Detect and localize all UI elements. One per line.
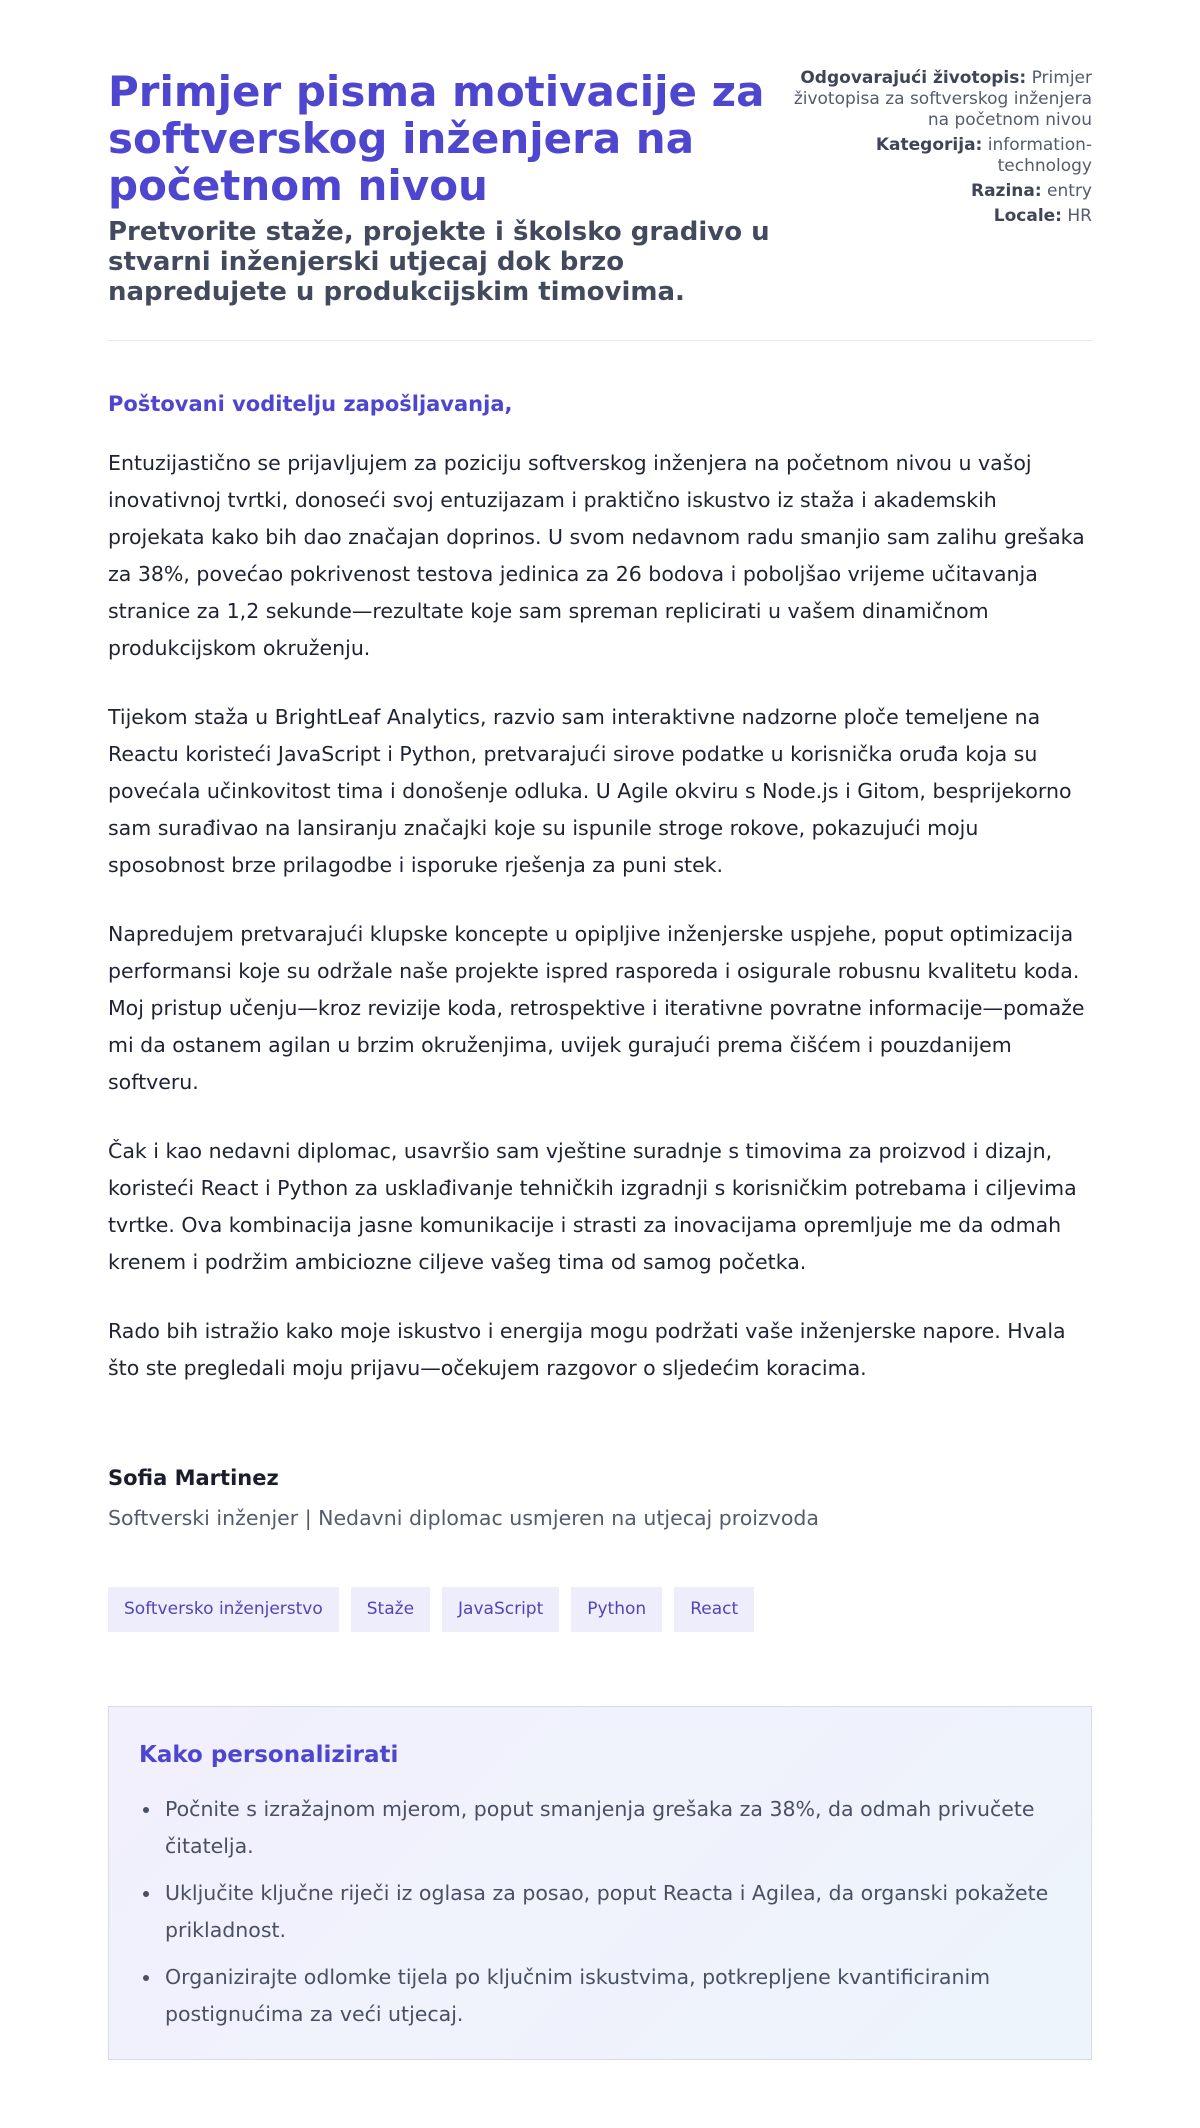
tag-chip: Softversko inženjerstvo <box>108 1587 339 1632</box>
meta-category <box>792 135 1092 177</box>
page-subtitle: Pretvorite staže, projekte i školsko gradivo u stvarni inženjerski utjecaj dok brzo napredujete u produkcijskim timovima. <box>108 217 770 307</box>
tag-chip: Staže <box>351 1587 430 1632</box>
tag-chip: React <box>674 1587 754 1632</box>
letter-paragraph-2: Tijekom staža u BrightLeaf Analytics, razvio sam interaktivne nadzorne ploče temeljene na Reactu koristeći JavaScript i Python, pretvarajući sirove podatke u korisnička oruđa koja su povećala učinkovitost tima i donošenje odluka. U Agile okviru s Node.js i Gitom, besprijekorno sam surađivao na lansiranju značajki koje su ispunile stroge rokove, pokazujući moju sposobnost brze prilagodbe i isporuke rješenja za puni stek. <box>108 705 1072 877</box>
signature-name: Sofia Martinez <box>108 1466 279 1490</box>
letter-paragraph-5: Rado bih istražio kako moje iskustvo i energija mogu podržati vaše inženjerske napore. Hvala što ste pregledali moju prijavu—očekujem razgovor o sljedećim koracima. <box>108 1319 1066 1380</box>
letter-paragraph-3: Napredujem pretvarajući klupske koncepte u opipljive inženjerske uspjehe, poput optimizacija performansi koje su održale naše projekte ispred rasporeda i osigurale robusnu kvalitetu koda. Moj pristup učenju—kroz revizije koda, retrospektive i iterativne povratne informacije—pomaže mi da ostanem agilan u brzim okruženjima, uvijek gurajući prema čišćem i pouzdanijem softveru. <box>108 922 1085 1094</box>
meta-matching-resume <box>792 68 1092 131</box>
tips-item: Počnite s izražajnom mjerom, poput smanjenja grešaka za 38%, da odmah privučete čitatelja. <box>165 1791 1061 1865</box>
personalize-tips-box <box>108 1706 1092 2060</box>
tips-item: Uključite ključne riječi iz oglasa za posao, poput Reacta i Agilea, da organski pokažete prikladnost. <box>165 1875 1061 1949</box>
meta-value: Primjer životopisa za softverskog inženjera na početnom nivou <box>793 68 1092 130</box>
meta-panel <box>792 68 1092 307</box>
letter-body <box>108 391 1092 1387</box>
tips-item: Organizirajte odlomke tijela po ključnim iskustvima, potkrepljene kvantificiranim postignućima za veći utjecaj. <box>165 1959 1061 2033</box>
tag-chip: JavaScript <box>442 1587 559 1632</box>
meta-level <box>792 181 1092 202</box>
meta-key: Razina: <box>970 181 1042 201</box>
tag-chip: Python <box>571 1587 662 1632</box>
header-titles <box>108 68 788 307</box>
meta-key: Odgovarajući životopis: <box>800 68 1027 88</box>
letter-greeting: Poštovani voditelju zapošljavanja, <box>108 392 513 416</box>
letter-paragraph-1: Entuzijastično se prijavljujem za poziciju softverskog inženjera na početnom nivou u vašoj inovativnoj tvrtki, donoseći svoj entuzijazam i praktično iskustvo iz staža i akademskih projekata kako bih dao značajan doprinos. U svom nedavnom radu smanjio sam zalihu grešaka za 38%, povećao pokrivenost testova jedinica za 26 bodova i poboljšao vrijeme učitavanja stranice za 1,2 sekunde—rezultate koje sam spreman replicirati u vašem dinamičnom produkcijskom okruženju. <box>108 451 1085 660</box>
signature-block <box>108 1465 1092 1531</box>
letter-paragraph-4: Čak i kao nedavni diplomac, usavršio sam vještine suradnje s timovima za proizvod i dizajn, koristeći React i Python za usklađivanje tehničkih izgradnji s korisničkim potrebama i ciljevima tvrtke. Ova kombinacija jasne komunikacije i strasti za inovacijama opremljuje me da odmah krenem i podržim ambiciozne ciljeve vašeg tima od samog početka. <box>108 1139 1077 1274</box>
meta-value: HR <box>1067 206 1092 226</box>
meta-key: Kategorija: <box>875 135 983 155</box>
page-header <box>108 0 1092 307</box>
meta-key: Locale: <box>993 206 1062 226</box>
meta-value: entry <box>1047 181 1092 201</box>
page-title: Primjer pisma motivacije za softverskog inženjera na početnom nivou <box>108 67 765 210</box>
tips-list <box>139 1791 1061 2033</box>
tag-list <box>108 1587 1092 1632</box>
meta-value: information-technology <box>987 135 1092 176</box>
tips-title: Kako personalizirati <box>139 1742 399 1768</box>
header-divider <box>108 340 1092 341</box>
meta-locale <box>792 206 1092 227</box>
signature-title: Softverski inženjer | Nedavni diplomac usmjeren na utjecaj proizvoda <box>108 1506 819 1530</box>
